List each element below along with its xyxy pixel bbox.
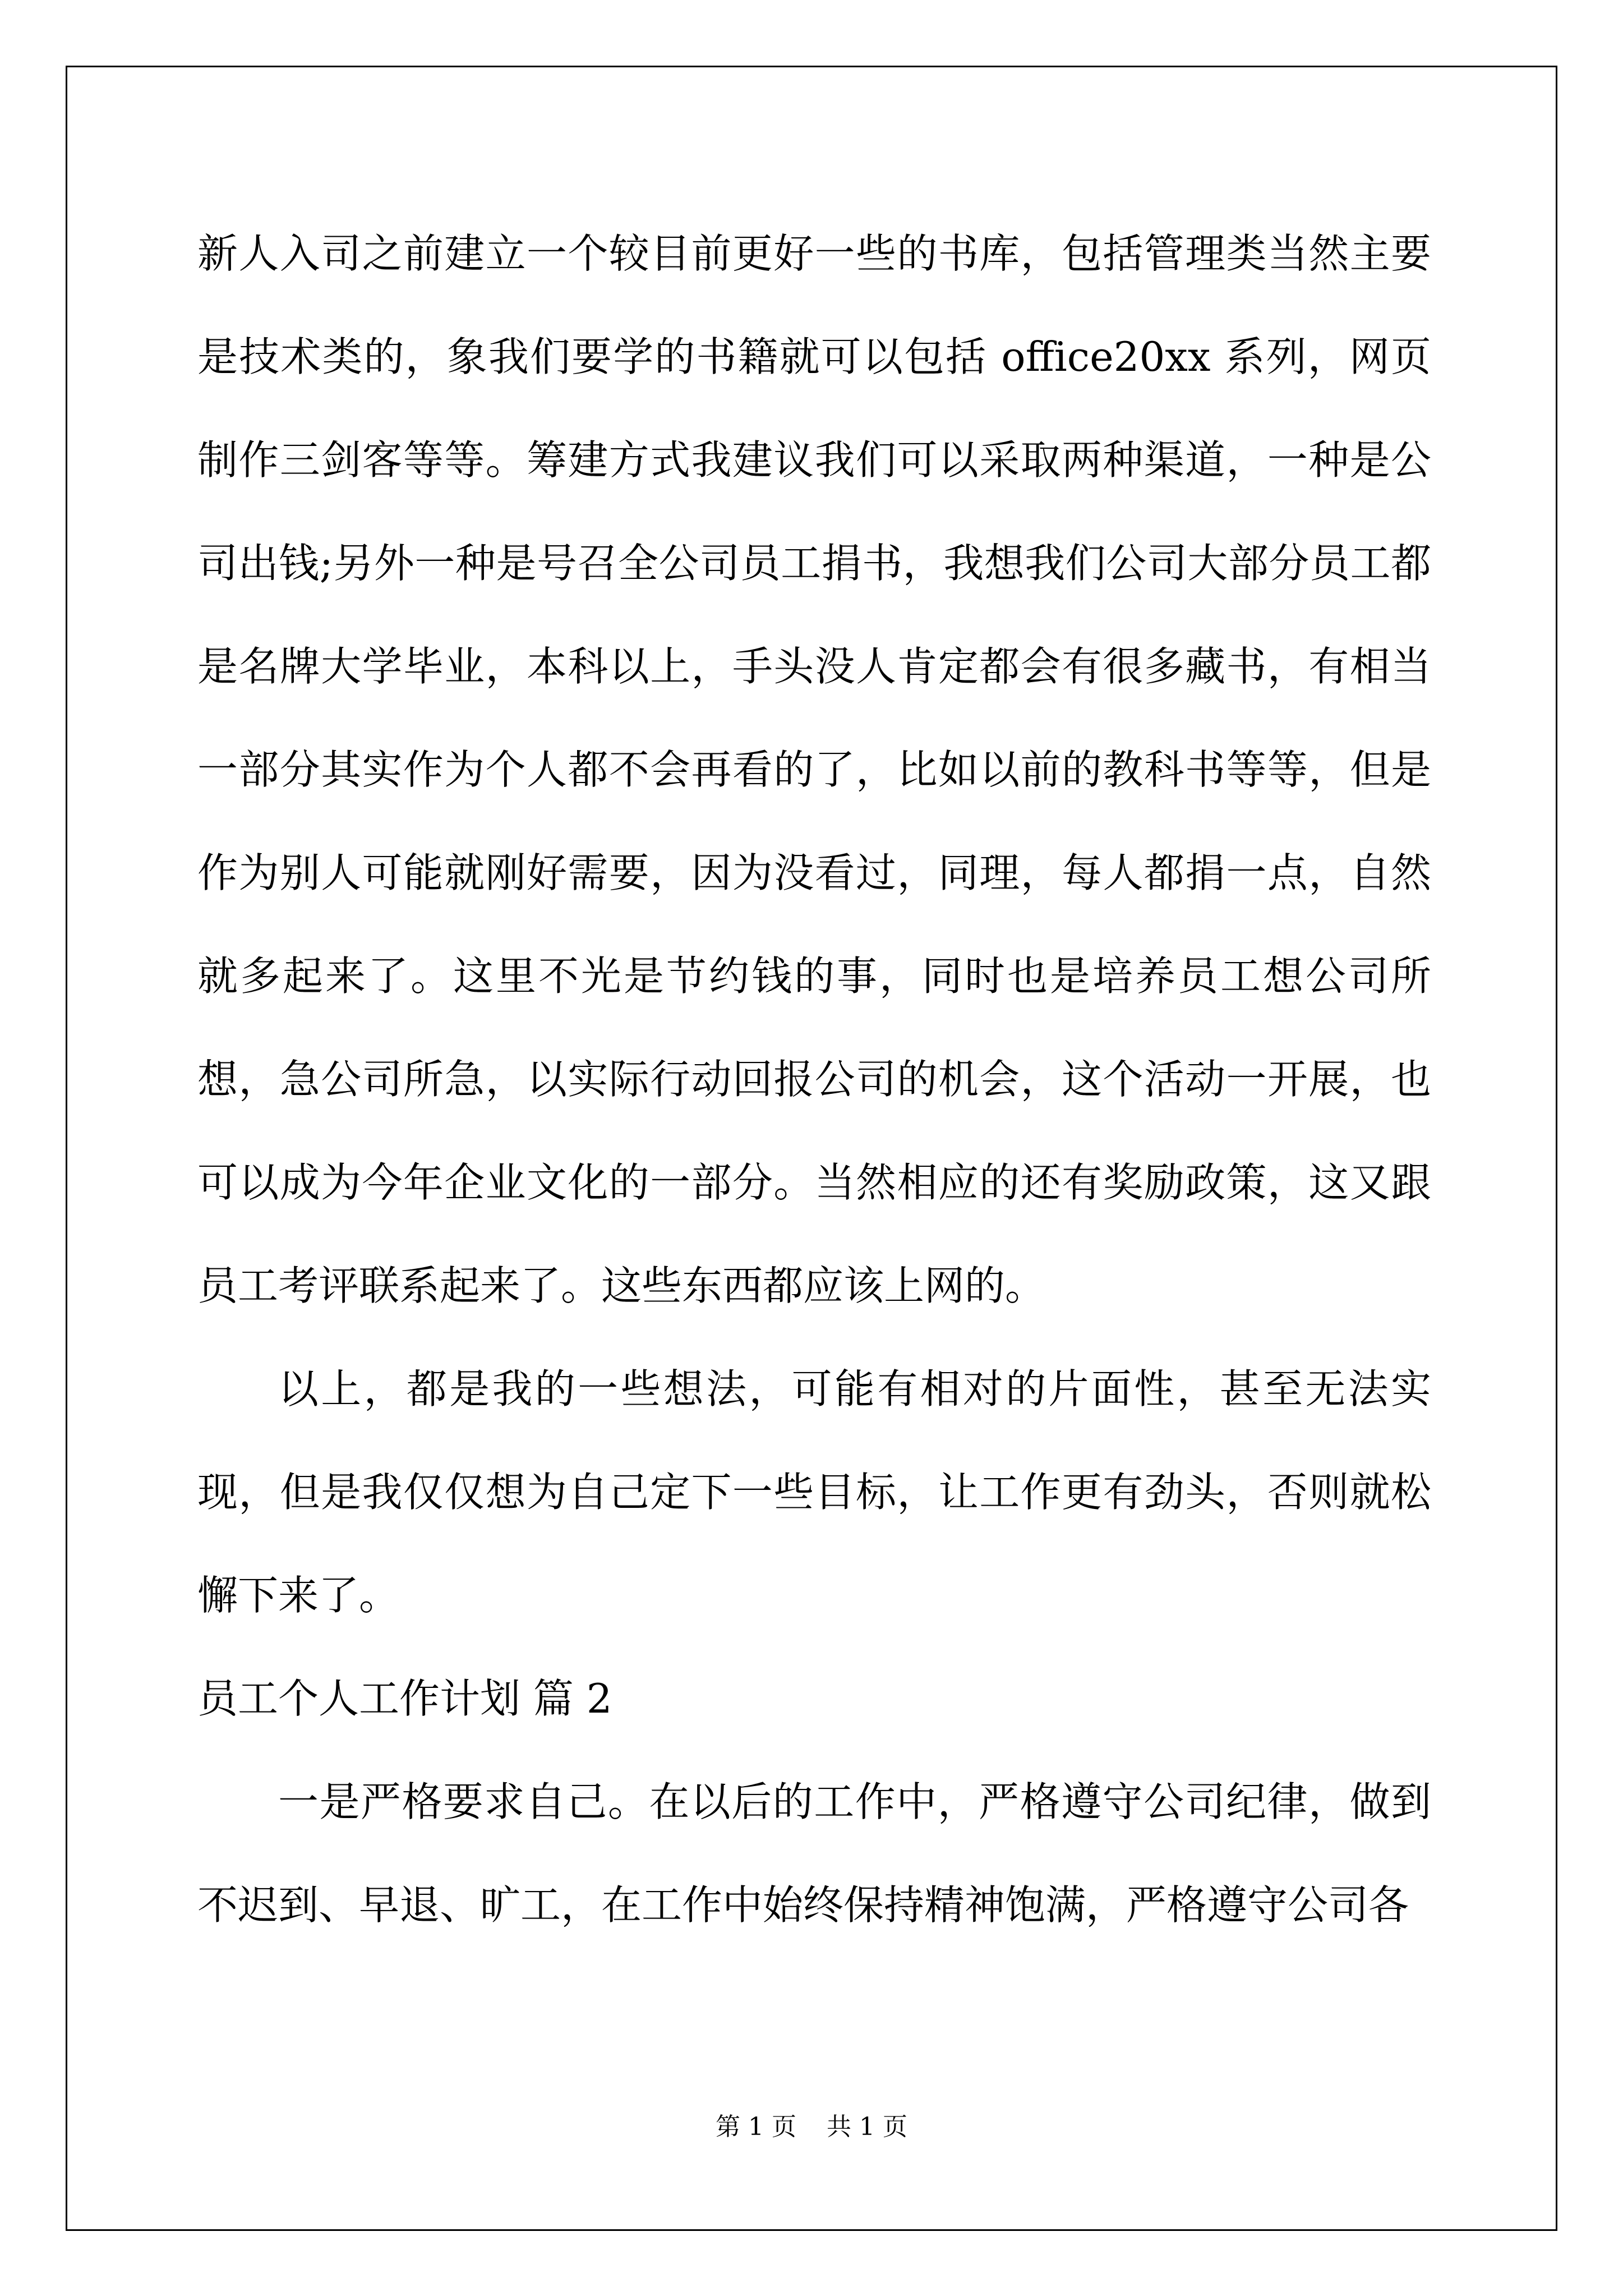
paragraph-2: 以上，都是我的一些想法，可能有相对的片面性，甚至无法实现，但是我仅仅想为自己定下一些目标，让工作更有劲头，否则就松懈下来了。 [197,1365,1431,1619]
section-heading: 员工个人工作计划 篇 2 [197,1675,612,1722]
paragraph-3: 一是严格要求自己。在以后的工作中，严格遵守公司纪律，做到不迟到、早退、旷工，在工作中始终保持精神饱满，严格遵守公司各 [197,1778,1431,1929]
paragraph-1: 新人入司之前建立一个较目前更好一些的书库，包括管理类当然主要是技术类的，象我们要学的书籍就可以包括 office20xx 系列，网页制作三剑客等等。筹建方式我建议我们可以采取两种渠道，一种是公司出钱;另外一种是号召全公司员工捐书，我想我们公司大部分员工都是名牌大学毕业，本科以上，手头没人肯定都会有很多藏书，有相当一部分其实作为个人都不会再看的了，比如以前的教科书等等，但是作为别人可能就刚好需要，因为没看过，同理，每人都捐一点，自然就多起来了。这里不光是节约钱的事，同时也是培养员工想公司所想，急公司所急，以实际行动回报公司的机会，这个活动一开展，也可以成为今年企业文化的一部分。当然相应的还有奖励政策，这又跟员工考评联系起来了。这些东西都应该上网的。 [197,230,1431,1309]
page-total: 共 1 页 [827,2113,907,2141]
page-number: 第 1 页 [716,2113,796,2141]
page-footer [0,2106,1623,2142]
document-body [197,202,1431,1957]
